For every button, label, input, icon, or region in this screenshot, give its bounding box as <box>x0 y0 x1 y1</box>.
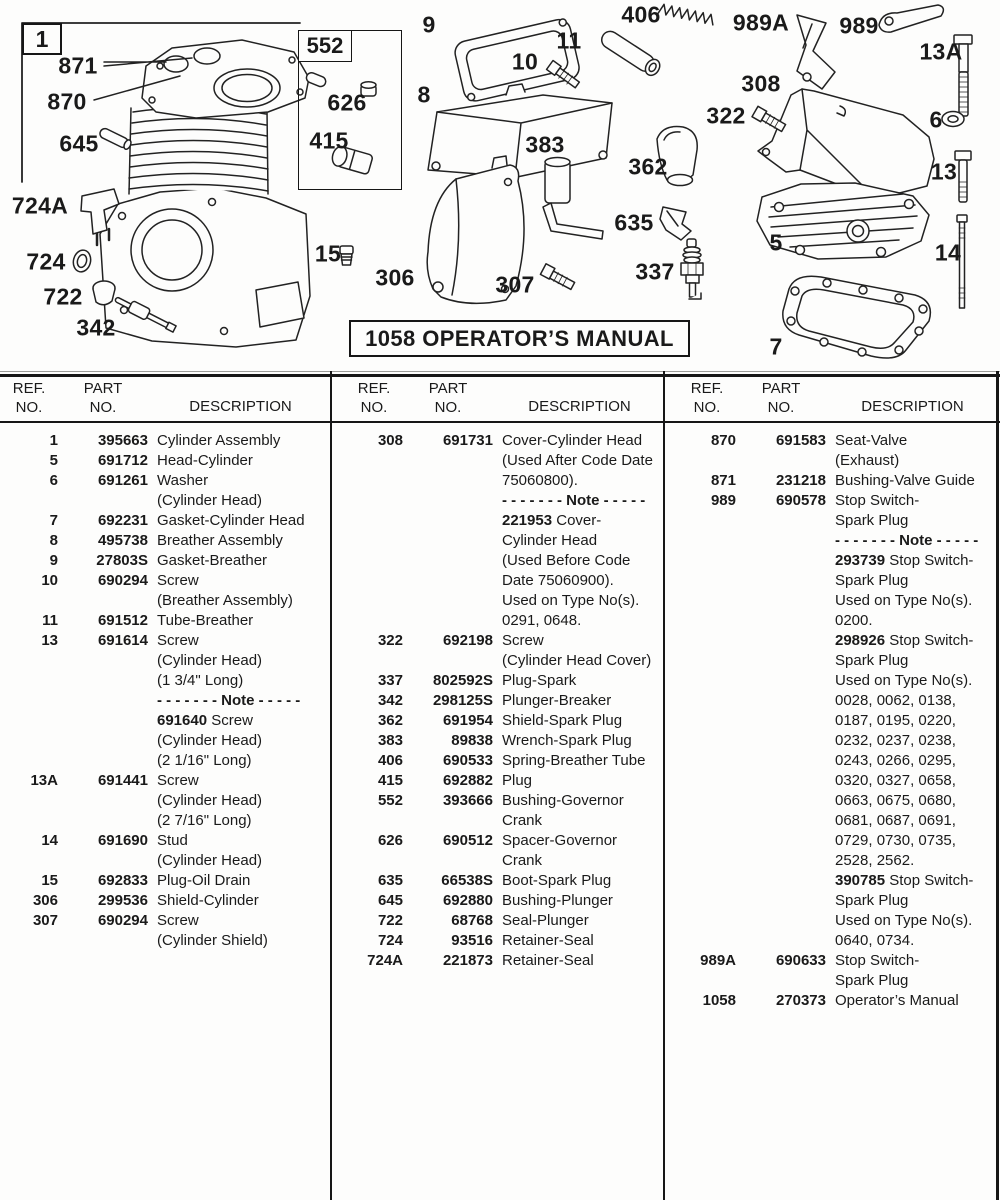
ref-no: 322 <box>377 632 403 649</box>
callout-307: 307 <box>495 271 535 298</box>
part-no: 691712 <box>97 452 148 469</box>
part-no: 27803S <box>96 552 148 569</box>
ref-no: 14 <box>41 832 58 849</box>
description <box>493 431 666 631</box>
description-line: Spacer-Governor <box>502 832 618 849</box>
ref-no: 635 <box>377 872 403 889</box>
description <box>148 511 333 531</box>
ref-no: 1 <box>49 432 58 449</box>
part-no: 691512 <box>97 612 148 629</box>
table-top-rule <box>0 374 1000 377</box>
callout-10: 10 <box>511 48 539 75</box>
callout-5: 5 <box>769 229 783 256</box>
description <box>148 451 333 471</box>
table-header-row <box>0 379 1000 417</box>
description-line: 691640 Screw <box>157 712 253 729</box>
description-line: (Used Before Code <box>502 552 631 569</box>
callout-871: 871 <box>58 52 98 79</box>
callout-383: 383 <box>525 131 565 158</box>
description-line: Bushing-Valve Guide <box>835 472 975 489</box>
table-row <box>0 831 333 871</box>
ref-no: 406 <box>377 752 403 769</box>
part-spring-406 <box>658 3 715 24</box>
ref-no: 415 <box>377 772 403 789</box>
description-line: 0028, 0062, 0138, <box>835 692 956 709</box>
part-no: 93516 <box>451 932 493 949</box>
table-header-col <box>0 379 333 417</box>
header-ref-no: REF. NO. <box>357 380 391 416</box>
description <box>148 611 333 631</box>
parts-diagram <box>0 0 1000 372</box>
description-line: 0187, 0195, 0220, <box>835 712 956 729</box>
ref-no: 645 <box>377 892 403 909</box>
header-part-no: PART NO. <box>428 380 468 416</box>
description-line: Spring-Breather Tube <box>502 752 646 769</box>
description-line: Cylinder Head <box>502 532 598 549</box>
description-line: Tube-Breather <box>157 612 254 629</box>
ref-no: 6 <box>49 472 58 489</box>
table-row <box>0 511 333 531</box>
description-line: 221953 Cover- <box>502 512 602 529</box>
description-line: Screw <box>157 632 199 649</box>
ref-no: 724 <box>377 932 403 949</box>
table-row <box>0 531 333 551</box>
description-line: Spark Plug <box>835 572 909 589</box>
table-top-thin-rule <box>0 371 1000 372</box>
part-no: 691614 <box>97 632 148 649</box>
part-bracket-989 <box>879 5 943 32</box>
description-line: (Cylinder Shield) <box>157 932 268 949</box>
ref-no: 337 <box>377 672 403 689</box>
description <box>826 471 999 491</box>
description <box>148 871 333 891</box>
part-bolt-13 <box>955 151 971 202</box>
description-line: Breather Assembly <box>157 532 283 549</box>
description-line: Seal-Plunger <box>502 912 589 929</box>
part-no: 692231 <box>97 512 148 529</box>
description <box>148 631 333 771</box>
table-row <box>0 571 333 611</box>
description-line: (2 1/16" Long) <box>157 752 252 769</box>
description-line: 0640, 0734. <box>835 932 915 949</box>
description <box>493 831 666 871</box>
part-no: 691690 <box>97 832 148 849</box>
description <box>148 571 333 611</box>
part-no: 691261 <box>97 472 148 489</box>
description-line: Washer <box>157 472 209 489</box>
parts-column-3 <box>666 431 999 1011</box>
description-line: (Cylinder Head) <box>157 792 263 809</box>
callout-989: 989 <box>839 12 879 39</box>
description-line: Spark Plug <box>835 512 909 529</box>
header-ref-no: REF. NO. <box>690 380 724 416</box>
description-line: 0663, 0675, 0680, <box>835 792 956 809</box>
table-row <box>678 951 999 991</box>
ref-no: 8 <box>49 532 58 549</box>
part-no: 66538S <box>441 872 493 889</box>
description-line: 0729, 0730, 0735, <box>835 832 956 849</box>
description <box>148 891 333 911</box>
description-line: Cover-Cylinder Head <box>502 432 643 449</box>
description-line: Plug-Spark <box>502 672 577 689</box>
part-cylinder-assembly <box>100 40 310 347</box>
operators-manual-box: 1058 OPERATOR’S MANUAL <box>349 320 690 357</box>
table-row <box>678 431 999 471</box>
part-no: 495738 <box>97 532 148 549</box>
description-line: (1 3/4" Long) <box>157 672 244 689</box>
header-description: DESCRIPTION <box>861 398 964 415</box>
description-line: - - - - - - - Note - - - - - <box>502 492 646 509</box>
part-tube-11 <box>598 28 662 78</box>
table-row <box>678 471 999 491</box>
description-line: 0232, 0237, 0238, <box>835 732 956 749</box>
description <box>148 431 333 451</box>
part-no: 690294 <box>97 912 148 929</box>
description-line: Spark Plug <box>835 652 909 669</box>
description-line: Spark Plug <box>835 972 909 989</box>
description-line: Used on Type No(s). <box>835 592 973 609</box>
description-line: - - - - - - - Note - - - - - <box>835 532 979 549</box>
description-line: Used on Type No(s). <box>835 912 973 929</box>
part-no: 692198 <box>442 632 493 649</box>
description-line: 298926 Stop Switch- <box>835 632 974 649</box>
callout-342: 342 <box>76 314 116 341</box>
part-no: 298125S <box>432 692 493 709</box>
description <box>493 691 666 711</box>
part-no: 691583 <box>775 432 826 449</box>
ref-no: 724A <box>367 952 403 969</box>
description-line: Shield-Cylinder <box>157 892 259 909</box>
description <box>493 671 666 691</box>
description <box>826 951 999 991</box>
description <box>493 871 666 891</box>
part-gasket-7 <box>783 276 931 358</box>
description <box>493 771 666 791</box>
description-line: Bushing-Plunger <box>502 892 613 909</box>
callout-14: 14 <box>934 239 962 266</box>
table-row <box>345 951 666 971</box>
description <box>148 551 333 571</box>
part-no: 692833 <box>97 872 148 889</box>
description-line: Gasket-Breather <box>157 552 268 569</box>
description <box>493 911 666 931</box>
table-row <box>0 771 333 831</box>
callout-322: 322 <box>706 102 746 129</box>
ref-no: 307 <box>32 912 58 929</box>
callout-870: 870 <box>47 88 87 115</box>
description-line: Wrench-Spark Plug <box>502 732 632 749</box>
description-line: Cylinder Assembly <box>157 432 281 449</box>
table-row <box>345 711 666 731</box>
callout-9: 9 <box>422 11 436 38</box>
header-description: DESCRIPTION <box>528 398 631 415</box>
description-line: Stop Switch- <box>835 952 920 969</box>
description-line: Boot-Spark Plug <box>502 872 612 889</box>
ref-no: 989A <box>700 952 736 969</box>
part-no: 395663 <box>97 432 148 449</box>
callout-724A: 724A <box>11 192 69 219</box>
table-row <box>345 731 666 751</box>
part-no: 690294 <box>97 572 148 589</box>
description <box>493 931 666 951</box>
description-line: (Cylinder Head Cover) <box>502 652 652 669</box>
description <box>148 831 333 871</box>
description-line: Plunger-Breaker <box>502 692 612 709</box>
description-line: 0291, 0648. <box>502 612 582 629</box>
callout-415: 415 <box>309 127 349 154</box>
table-row <box>0 451 333 471</box>
ref-no: 10 <box>41 572 58 589</box>
description-line: Seat-Valve <box>835 432 908 449</box>
description-line: Bushing-Governor <box>502 792 624 809</box>
ref-no: 15 <box>41 872 58 889</box>
table-row <box>678 991 999 1011</box>
description-line: Plug <box>502 772 533 789</box>
ref-no: 5 <box>49 452 58 469</box>
callout-15: 15 <box>314 240 342 267</box>
header-part-no: PART NO. <box>761 380 801 416</box>
part-no: 691441 <box>97 772 148 789</box>
part-no: 692880 <box>442 892 493 909</box>
description-line: Stud <box>157 832 188 849</box>
callout-645: 645 <box>59 130 99 157</box>
ref-no: 11 <box>42 612 58 629</box>
callout-362: 362 <box>628 153 668 180</box>
description-line: Used on Type No(s). <box>835 672 973 689</box>
description-line: - - - - - - - Note - - - - - <box>157 692 301 709</box>
table-row <box>0 551 333 571</box>
description-line: (Exhaust) <box>835 452 900 469</box>
table-row <box>0 911 333 951</box>
parts-column-2 <box>333 431 666 971</box>
part-cylinder-head-5 <box>757 183 929 259</box>
description-line: Operator’s Manual <box>835 992 959 1009</box>
part-stud-645 <box>98 127 132 150</box>
part-no: 690578 <box>775 492 826 509</box>
callout-7: 7 <box>769 333 783 360</box>
table-row <box>0 611 333 631</box>
table-row <box>345 831 666 871</box>
description-line: (Used After Code Date <box>502 452 653 469</box>
description-line: Head-Cylinder <box>157 452 253 469</box>
description-line: 293739 Stop Switch- <box>835 552 974 569</box>
description <box>826 431 999 471</box>
description-line: 75060800). <box>502 472 578 489</box>
description-line: 0320, 0327, 0658, <box>835 772 956 789</box>
description-line: 0243, 0266, 0295, <box>835 752 956 769</box>
callout-13A: 13A <box>919 38 963 65</box>
part-no: 68768 <box>451 912 493 929</box>
callout-724: 724 <box>26 248 66 275</box>
table-row <box>345 891 666 911</box>
ref-no: 871 <box>710 472 736 489</box>
description <box>493 711 666 731</box>
ref-no: 626 <box>377 832 403 849</box>
parts-table <box>0 431 1000 1011</box>
part-spark-plug-337 <box>681 239 703 299</box>
callout-337: 337 <box>635 258 675 285</box>
description-line: (2 7/16" Long) <box>157 812 252 829</box>
description-line: 390785 Stop Switch- <box>835 872 974 889</box>
callout-308: 308 <box>741 70 781 97</box>
description <box>493 791 666 831</box>
part-screw-307 <box>540 264 576 291</box>
description-line: Shield-Spark Plug <box>502 712 623 729</box>
header-part-no: PART NO. <box>83 380 123 416</box>
table-row <box>345 671 666 691</box>
table-row <box>345 691 666 711</box>
part-no: 393666 <box>442 792 493 809</box>
table-row <box>0 631 333 771</box>
ref-no: 342 <box>377 692 403 709</box>
part-no: 690533 <box>442 752 493 769</box>
table-row <box>0 471 333 511</box>
table-row <box>678 491 999 951</box>
description-line: Gasket-Cylinder Head <box>157 512 305 529</box>
ref-no: 9 <box>49 552 58 569</box>
ref-no: 870 <box>710 432 736 449</box>
table-header-col <box>666 379 999 417</box>
callout-6: 6 <box>929 106 943 133</box>
description <box>826 491 999 951</box>
callout-989A: 989A <box>732 9 790 36</box>
table-row <box>345 751 666 771</box>
description <box>148 471 333 511</box>
description-line: 0681, 0687, 0691, <box>835 812 956 829</box>
table-row <box>345 631 666 671</box>
table-header-col <box>333 379 666 417</box>
part-breather-8 <box>428 84 612 177</box>
ref-no: 7 <box>49 512 58 529</box>
inset-box-552-label: 552 <box>298 30 352 62</box>
header-ref-no: REF. NO. <box>12 380 46 416</box>
description-line: Spark Plug <box>835 892 909 909</box>
description-line: Screw <box>157 772 199 789</box>
table-row <box>345 791 666 831</box>
part-no: 690633 <box>775 952 826 969</box>
description <box>148 911 333 951</box>
part-plug-15 <box>340 246 353 265</box>
ref-no: 383 <box>377 732 403 749</box>
description <box>493 751 666 771</box>
table-row <box>345 871 666 891</box>
callout-722: 722 <box>43 283 83 310</box>
description-line: Crank <box>502 852 543 869</box>
description-line: (Cylinder Head) <box>157 852 263 869</box>
description-line: Stop Switch- <box>835 492 920 509</box>
description <box>493 731 666 751</box>
callout-406: 406 <box>621 1 661 28</box>
diagram-art <box>0 0 1000 372</box>
table-row <box>0 871 333 891</box>
part-no: 231218 <box>775 472 826 489</box>
header-description: DESCRIPTION <box>189 398 292 415</box>
ref-no: 306 <box>32 892 58 909</box>
description-line: Screw <box>157 572 199 589</box>
description-line: (Cylinder Head) <box>157 732 263 749</box>
ref-no: 989 <box>710 492 736 509</box>
description-line: (Cylinder Head) <box>157 652 263 669</box>
part-seal-722 <box>93 281 115 305</box>
description <box>493 891 666 911</box>
callout-635: 635 <box>614 209 654 236</box>
description-line: (Cylinder Head) <box>157 492 263 509</box>
table-row <box>345 431 666 631</box>
ref-no: 722 <box>377 912 403 929</box>
table-row <box>0 431 333 451</box>
description-line: Date 75060900). <box>502 572 614 589</box>
callout-11: 11 <box>556 27 582 54</box>
parts-column-1 <box>0 431 333 951</box>
ref-no: 1058 <box>702 992 736 1009</box>
table-header-rule <box>0 421 1000 423</box>
ref-no: 13 <box>41 632 58 649</box>
ref-no: 13A <box>30 772 58 789</box>
description-line: (Breather Assembly) <box>157 592 293 609</box>
description-line: Screw <box>502 632 544 649</box>
part-no: 270373 <box>775 992 826 1009</box>
ref-no: 362 <box>377 712 403 729</box>
description-line: Plug-Oil Drain <box>157 872 251 889</box>
part-no: 89838 <box>451 732 493 749</box>
description-line: 0200. <box>835 612 873 629</box>
callout-306: 306 <box>375 264 415 291</box>
description-line: Screw <box>157 912 199 929</box>
part-no: 221873 <box>442 952 493 969</box>
description <box>493 951 666 971</box>
description-line: Crank <box>502 812 543 829</box>
description-line: Retainer-Seal <box>502 952 594 969</box>
part-bracket-989A <box>797 15 835 89</box>
table-row <box>0 891 333 911</box>
part-no: 691731 <box>442 432 493 449</box>
table-row <box>345 911 666 931</box>
ref-no: 552 <box>377 792 403 809</box>
part-boot-635 <box>660 207 691 240</box>
callout-8: 8 <box>417 81 431 108</box>
part-wrench-383 <box>543 158 603 240</box>
callout-13: 13 <box>930 158 958 185</box>
description <box>493 631 666 671</box>
callout-626: 626 <box>327 89 367 116</box>
ref-no: 308 <box>377 432 403 449</box>
table-row <box>345 931 666 951</box>
part-no: 692882 <box>442 772 493 789</box>
description-line: 2528, 2562. <box>835 852 915 869</box>
description <box>826 991 999 1011</box>
table-row <box>345 771 666 791</box>
group-box-1-label: 1 <box>22 23 62 55</box>
part-no: 690512 <box>442 832 493 849</box>
description <box>148 531 333 551</box>
part-washer-6 <box>942 112 964 127</box>
part-ring-724 <box>71 248 93 273</box>
part-no: 691954 <box>442 712 493 729</box>
part-no: 802592S <box>432 672 493 689</box>
description-line: Retainer-Seal <box>502 932 594 949</box>
description-line: Used on Type No(s). <box>502 592 640 609</box>
description <box>148 771 333 831</box>
part-no: 299536 <box>97 892 148 909</box>
